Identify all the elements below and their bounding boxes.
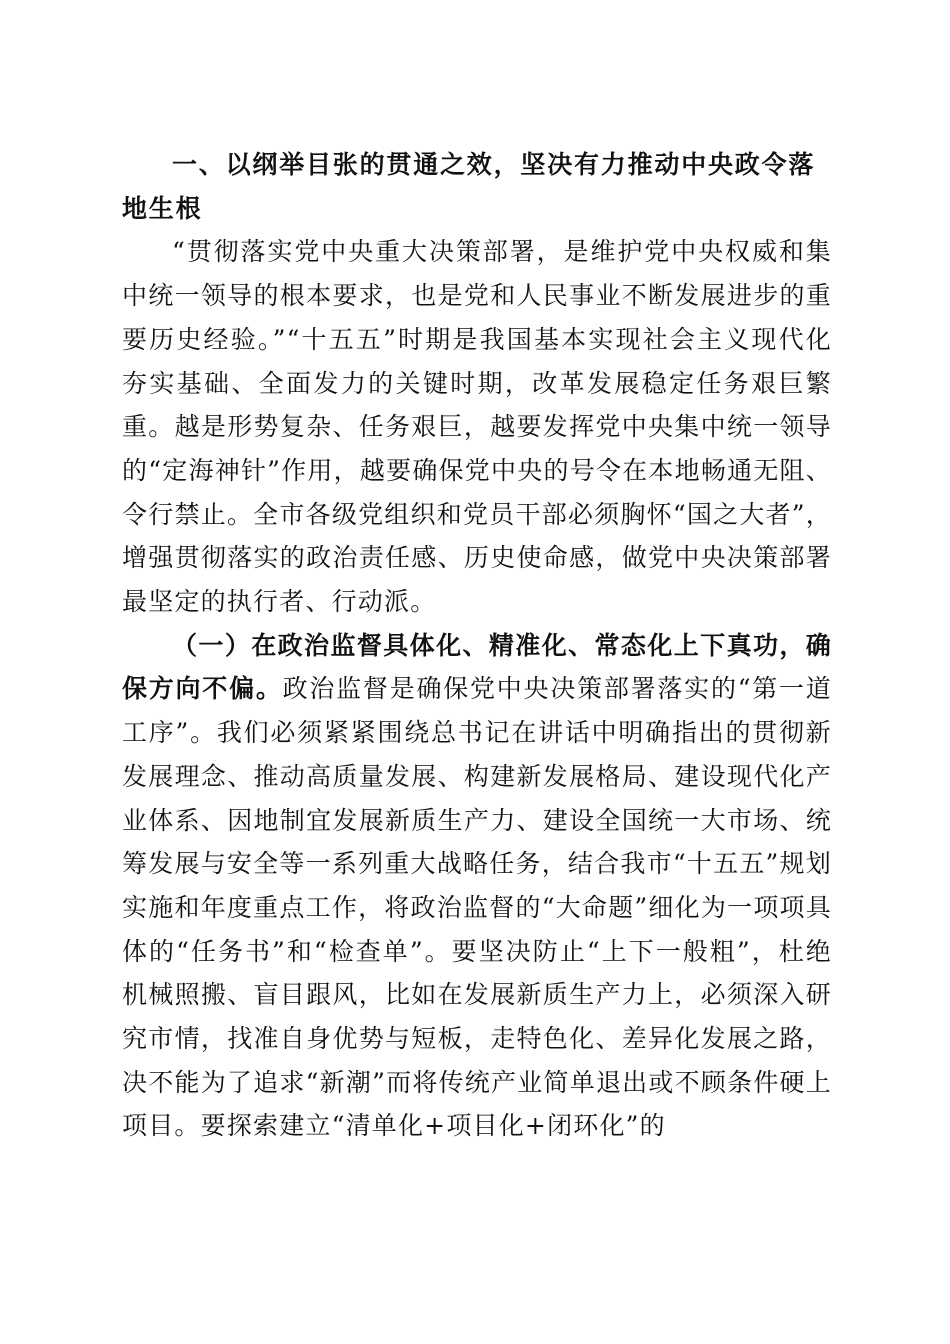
- paragraph-2-lead: （一）在政治监督具体化、精准化、常态化上下真功，确保方向不偏。: [122, 630, 832, 704]
- section-heading: 一、以纲举目张的贯通之效，坚决有力推动中央政令落地生根: [122, 150, 816, 223]
- paragraph-1: “贯彻落实党中央重大决策部署，是维护党中央权威和集中统一领导的根本要求，也是党和人民事业不断发展进步的重要历史经验。”“十五五”时期是我国基本实现社会主义现代化夯实基础、全面发力的关键时期，改革发展稳定任务艰巨繁重。越是形势复杂、任务艰巨，越要发挥党中央集中统一领导的“定海神针”作用，越要确保党中央的号令在本地畅通无阻、令行禁止。全市各级党组织和党员干部必须胸怀“国之大者”，增强贯彻落实的政治责任感、历史使命感，做党中央决策部署最坚定的执行者、行动派。: [122, 237, 832, 617]
- document-body: [122, 143, 832, 1148]
- paragraph-2: [122, 624, 832, 1148]
- paragraph-2-body: 政治监督是确保党中央决策部署落实的“第一道工序”。我们必须紧紧围绕总书记在讲话中明确指出的贯彻新发展理念、推动高质量发展、构建新发展格局、建设现代化产业体系、因地制宜发展新质生产力、建设全国统一大市场、统筹发展与安全等一系列重大战略任务，结合我市“十五五”规划实施和年度重点工作，将政治监督的“大命题”细化为一项项具体的“任务书”和“检查单”。要坚决防止“上下一般粗”，杜绝机械照搬、盲目跟风，比如在发展新质生产力上，必须深入研究市情，找准自身优势与短板，走特色化、差异化发展之路，决不能为了追求“新潮”而将传统产业简单退出或不顾条件硬上项目。要探索建立“清单化+项目化+闭环化”的: [122, 674, 833, 1141]
